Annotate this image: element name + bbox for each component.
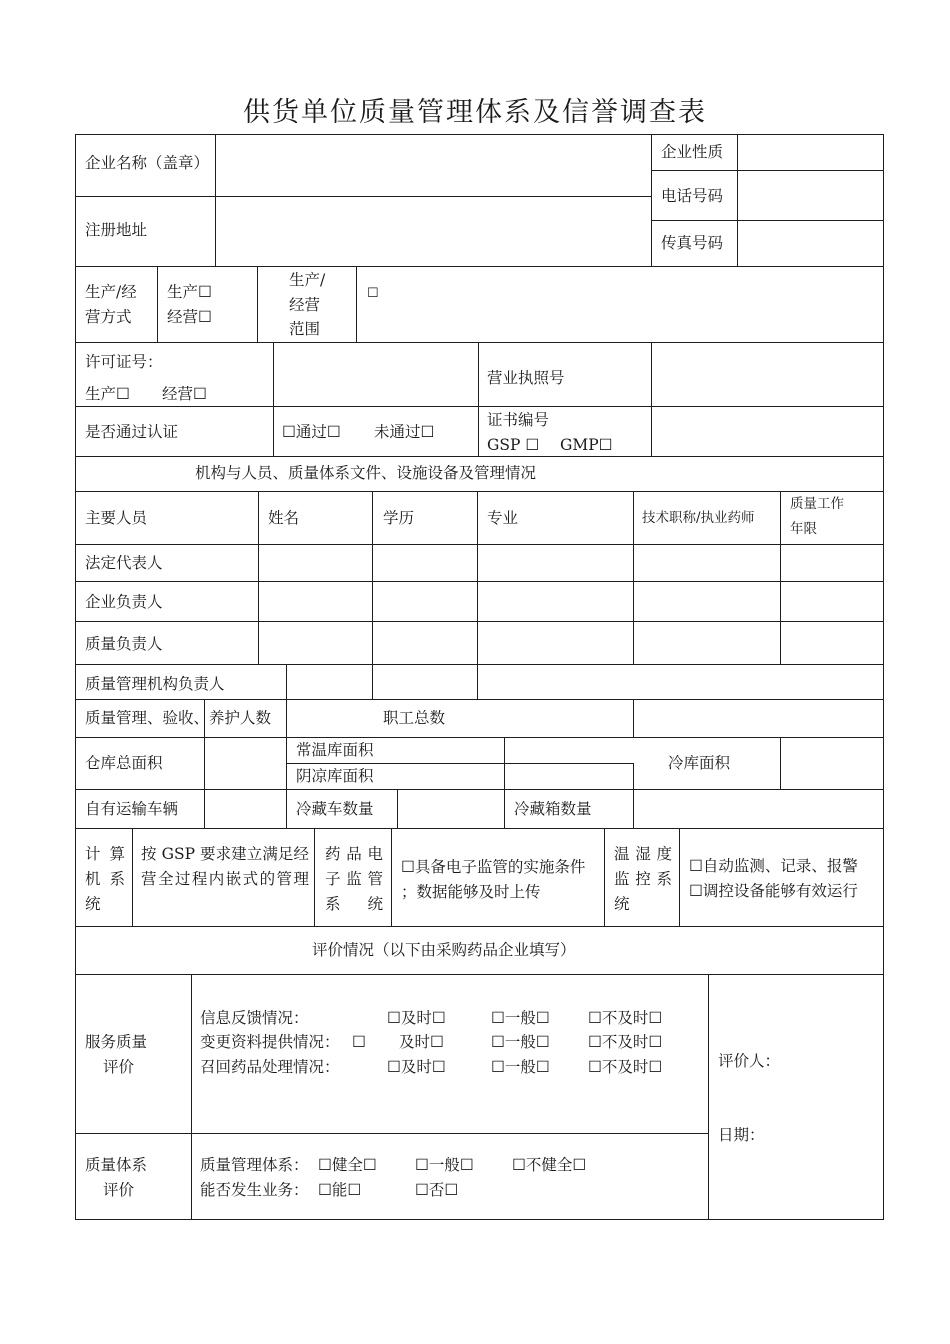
staff-header-title: 技术职称/执业药师 (642, 510, 755, 526)
staff-row-quality-head: 质量负责人 (85, 635, 163, 653)
computer-system-desc: 按 GSP 要求建立满足经营全过程内嵌式的管理 (141, 845, 309, 888)
scope-label-2: 经营 (289, 296, 321, 314)
vehicles-label: 自有运输车辆 (85, 800, 179, 818)
edrug-system-desc: ☐具备电子监管的实施条件 ；数据能够及时上传 (401, 858, 586, 901)
business-possible-label: 能否发生业务： (200, 1181, 309, 1199)
staff-row-company-head: 企业负责人 (85, 593, 163, 611)
service-row-feedback-late[interactable]: ☐不及时☐ (588, 1009, 663, 1027)
quality-system-normal[interactable]: ☐一般☐ (415, 1156, 474, 1174)
cert-option-pass[interactable]: ☐通过☐ (282, 423, 341, 441)
page-title: 供货单位质量管理体系及信誉调查表 (243, 97, 707, 128)
scope-label-3: 范围 (289, 320, 321, 338)
service-row-change-late[interactable]: ☐不及时☐ (588, 1033, 663, 1051)
service-row-recall-normal[interactable]: ☐一般☐ (491, 1058, 550, 1076)
cert-option-fail[interactable]: 未通过☐ (374, 423, 435, 441)
mode-label-1: 生产/经 (85, 283, 137, 301)
quality-system-incomplete[interactable]: ☐不健全☐ (512, 1156, 587, 1174)
service-label-1: 服务质量 (85, 1033, 148, 1051)
service-row-change-normal[interactable]: ☐一般☐ (491, 1033, 550, 1051)
nature-label: 企业性质 (661, 143, 724, 161)
computer-system-label: 计算机系统 (85, 845, 125, 913)
staff-row-qm-dept-head: 质量管理机构负责人 (85, 675, 225, 693)
business-license-label: 营业执照号 (487, 369, 565, 387)
license-label: 许可证号： (85, 353, 163, 371)
license-option-production[interactable]: 生产☐ (85, 385, 130, 403)
staff-header-role: 主要人员 (85, 509, 148, 527)
quality-system-complete[interactable]: ☐健全☐ (318, 1156, 377, 1174)
cert-option-gmp[interactable]: GMP☐ (560, 436, 613, 454)
cool-storage-label: 阴凉库面积 (296, 767, 374, 785)
scope-label-1: 生产/ (289, 271, 326, 289)
service-row-feedback-timely[interactable]: ☐及时☐ (387, 1009, 446, 1027)
cold-storage-label: 冷库面积 (668, 754, 731, 772)
section-eval-heading: 评价情况（以下由采购药品企业填写） (312, 941, 576, 959)
fridge-car-label: 冷藏车数量 (296, 800, 374, 818)
mode-label-2: 营方式 (85, 308, 132, 326)
mode-option-production[interactable]: 生产☐ (167, 283, 212, 301)
cert-label: 是否通过认证 (85, 423, 179, 441)
date-label: 日期： (718, 1126, 765, 1144)
scope-checkbox[interactable]: ☐ (367, 286, 379, 301)
warehouse-total-label: 仓库总面积 (85, 754, 163, 772)
quality-label-1: 质量体系 (85, 1156, 148, 1174)
qm-count-label: 质量管理、验收、养护人数 (85, 709, 272, 727)
staff-row-legal-rep: 法定代表人 (85, 554, 163, 572)
address-label: 注册地址 (85, 221, 148, 239)
cert-number-label: 证书编号 (487, 411, 550, 429)
quality-label-2: 评价 (103, 1181, 135, 1199)
staff-header-major: 专业 (487, 509, 519, 527)
quality-system-label: 质量管理体系： (200, 1156, 309, 1174)
fridge-box-label: 冷藏箱数量 (514, 800, 592, 818)
service-row-change-timely[interactable]: 及时☐ (399, 1033, 444, 1051)
service-row-recall-label: 召回药品处理情况： (200, 1058, 340, 1076)
service-row-change-pre[interactable]: ☐ (352, 1033, 366, 1051)
service-row-feedback-label: 信息反馈情况： (200, 1009, 309, 1027)
total-staff-label: 职工总数 (383, 709, 446, 727)
thermo-option-control[interactable]: ☐调控设备能够有效运行 (689, 882, 858, 900)
cert-option-gsp[interactable]: GSP ☐ (487, 436, 540, 454)
license-option-operation[interactable]: 经营☐ (162, 385, 207, 403)
phone-label: 电话号码 (661, 187, 724, 205)
thermo-option-monitor[interactable]: ☐自动监测、记录、报警 (689, 857, 858, 875)
normal-temp-label: 常温库面积 (296, 741, 374, 759)
service-row-feedback-normal[interactable]: ☐一般☐ (491, 1009, 550, 1027)
staff-header-years-1: 质量工作 (790, 496, 844, 512)
service-label-2: 评价 (103, 1058, 135, 1076)
staff-header-education: 学历 (383, 509, 415, 527)
evaluator-label: 评价人： (718, 1052, 781, 1070)
fax-label: 传真号码 (661, 234, 724, 252)
service-row-recall-late[interactable]: ☐不及时☐ (588, 1058, 663, 1076)
edrug-system-label: 药品电子监管系统 (325, 845, 383, 913)
staff-header-name: 姓名 (268, 509, 300, 527)
service-row-recall-timely[interactable]: ☐及时☐ (387, 1058, 446, 1076)
business-possible-no[interactable]: ☐否☐ (415, 1181, 459, 1199)
business-possible-yes[interactable]: ☐能☐ (318, 1181, 362, 1199)
company-name-label: 企业名称（盖章） (85, 154, 210, 172)
service-row-change-label: 变更资料提供情况： (200, 1033, 340, 1051)
staff-header-years-2: 年限 (790, 521, 817, 537)
section-org-heading: 机构与人员、质量体系文件、设施设备及管理情况 (195, 464, 537, 482)
mode-option-operation[interactable]: 经营☐ (167, 308, 212, 326)
thermo-system-label: 温湿度监控系统 (614, 845, 672, 913)
